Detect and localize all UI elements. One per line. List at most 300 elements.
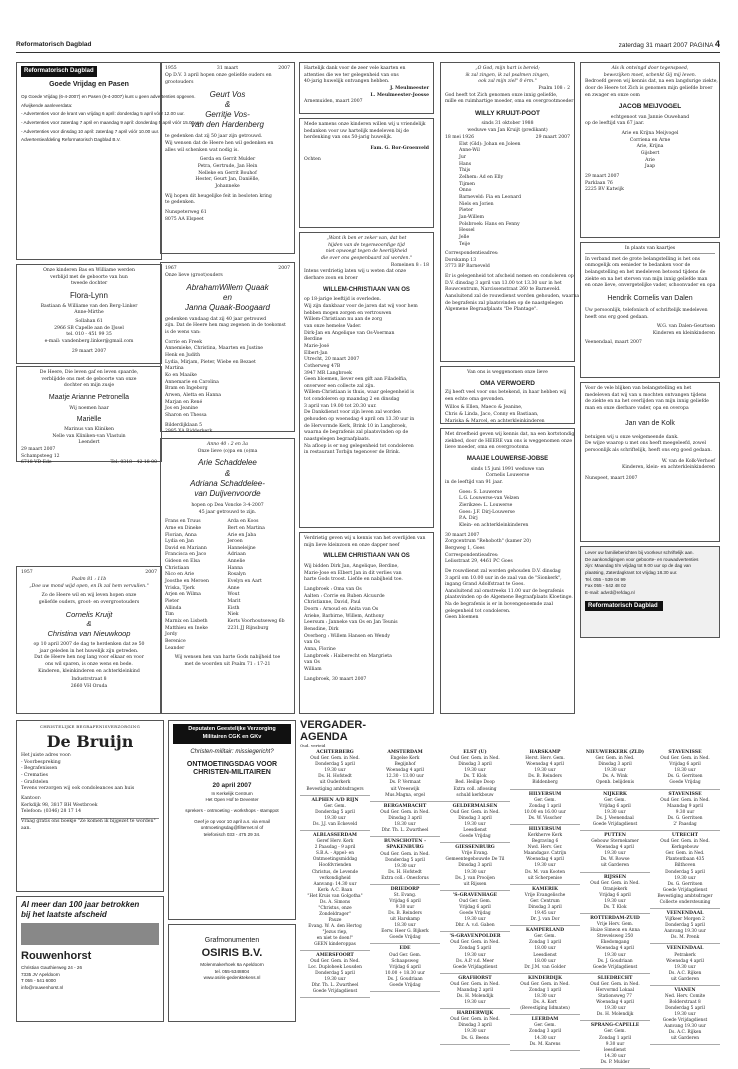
maatje-callname: Mariëlle xyxy=(76,415,102,423)
geurt-closing xyxy=(165,194,290,207)
agenda-entry xyxy=(580,790,650,832)
abraham-body xyxy=(165,317,290,337)
text-line: & xyxy=(224,100,231,110)
jacob-name: JACOB MEIJVOGEL xyxy=(618,103,682,111)
agenda-detail: Oud Ger. Gem. in Ned. xyxy=(660,839,710,845)
agenda-entry xyxy=(580,1021,650,1069)
agenda-place: HILVERSUM xyxy=(528,826,562,832)
agenda-column xyxy=(300,748,370,1022)
text-line: verblijd met de geboorte van hun xyxy=(50,274,128,280)
text-line: Arieke, Barbirne, Willem, Anthony xyxy=(304,613,385,619)
text-line: Annemarie en Carolina xyxy=(165,379,219,385)
text-line: Na de begrafenis is er in bovengenoemde zaal xyxy=(445,602,554,608)
text-line: Tevens verzorgen wij ook condoleances aan huis xyxy=(21,786,135,792)
text-line: attenties die we ter gelegenheid van ons xyxy=(304,72,399,78)
text-line: Rouwcentrum, Narcissenstraat 260 te Barneveld. xyxy=(445,287,561,293)
text-line: Chris & Linda, Jaco, Conny en Bastiaan, xyxy=(445,412,539,418)
agenda-detail: Oud Ger. Gem. in Ned. xyxy=(590,880,640,886)
text-line: plaatsvinden op de Algemene Begraafplaats Kloetinge. xyxy=(445,595,573,601)
death-notice-maaike: Met droefheid geven wij kennis dat, na een kortstondig ziekbed, door de HEERE van ons is weggenomen onze lieve moeder, oma en overgrootoma MAAIJE LOUWERSE-JOBSE sinds 15 juni 1991 weduwe van Cornelis Louwerse in de leeftijd van 91 jaar. Goes: S. Louwerse L.G. Louwerse-van Velzen Zierikzee: L. Louwerse Goes: J.F. Dirj-Louwerse P.A. Dirj Klein- en achterkleinkinderen 30 maart 2007 Zorgcentrum "Rehoboth" (kamer 20) Bergweg 1, Goes Correspondentieadres: Lelisstraat 29, 4461 PC Goes De rouwdienst zal worden gehouden D.V. dinsdag 3 april om 10.00 uur in de zaal van de "Sionkerk", ingang Grand Adolfstraat te Goes. Aansluitend zal omstreeks 11.00 uur de begrafenis plaatsvinden op de Algemene Begraafplaats Kloetinge. Na de begrafenis is er in bovengenoemde zaal gelegenheid tot condoleren. Geen bloemen xyxy=(440,428,575,714)
text-line: Kantoor: xyxy=(21,795,42,801)
text-line: Hessel xyxy=(459,228,475,234)
text-line: sinds 31 oktober 1988 xyxy=(481,121,534,127)
agenda-detail: Vrijdag 6 april xyxy=(669,762,701,768)
agenda-detail: 10.00 en 16.00 uur xyxy=(524,809,566,815)
text-line: Pieter xyxy=(459,208,474,214)
text-line: L. Meulmeester-Joosse xyxy=(370,92,429,98)
text-line: de begrafenis zal plaatsvinden op de naastgelegen xyxy=(445,300,563,306)
agenda-detail: Maandagav. Catrijn xyxy=(523,851,567,857)
text-line: Leendert xyxy=(78,440,100,446)
text-line: van Duijvenvoorde xyxy=(194,489,261,499)
agenda-entry xyxy=(440,891,510,933)
text-line: zijn: Maandag t/m vrijdag tot 9.00 uur op de dag van xyxy=(585,563,691,569)
agenda-detail: Goede Vrijdag xyxy=(459,911,491,916)
agenda-detail: Ger. Gem. in Ned. xyxy=(665,851,705,857)
text-line: Arie, Krijna xyxy=(636,144,664,150)
text-line: W. van de Kolk-Verhoef xyxy=(661,458,715,464)
text-line: Wij wensen dat de Heere hen wil gedenken en xyxy=(165,140,274,146)
agenda-detail: 19.30 uur xyxy=(604,1006,626,1012)
geurt-body xyxy=(165,134,290,154)
text-line: Onze kinderen Bas en Williame werden xyxy=(43,268,135,273)
text-line: tweede dochter xyxy=(70,281,108,287)
text-line: medeleven dat wij van u mochten ontvangen tijdens xyxy=(585,392,707,398)
agenda-detail: Goede Vrijdag xyxy=(669,780,701,786)
text-line: Er is gelegenheid tot afscheid nemen en condoleren op xyxy=(445,274,574,280)
text-line: ziekte en na het sterven van mijn innig geliefde man xyxy=(585,276,708,282)
agenda-detail: "Het Kruis van Golgotha" xyxy=(307,893,363,899)
text-line: Als ik ontvingd door tegenspoed, xyxy=(611,66,689,71)
text-line: Marnix en Lisbeth xyxy=(165,619,208,625)
agenda-detail: uit Rijssen xyxy=(463,881,487,887)
agenda-detail: Woensdag 4 april xyxy=(596,946,634,952)
arie-verse xyxy=(165,442,290,449)
flora-parents xyxy=(21,304,157,317)
text-line: Teije xyxy=(459,241,471,247)
text-line: J. Meulmeester xyxy=(390,85,429,91)
text-line: Tel. 055 - 539 04 99 xyxy=(585,576,626,582)
text-line: Lydia, Mirjam, Pieter, Wiebe en Bezaet xyxy=(165,359,256,365)
maatje-address xyxy=(21,447,157,467)
text-line: 29 maart 2007 xyxy=(585,173,620,179)
agenda-detail: Donderdag 5 april xyxy=(665,1006,705,1012)
kolk-name: Jan van de Kolk xyxy=(625,419,675,427)
text-line: Geurt Vos xyxy=(209,90,246,100)
text-line: Barneveld: Fia en Leonard xyxy=(459,194,522,200)
text-line: Wout xyxy=(227,592,240,598)
geurt-intro xyxy=(165,73,290,86)
text-line: de ziekte en na het overlijden van mijn innig geliefde xyxy=(585,399,709,405)
death-notice-oma: Van ons is weggenomen onze lieve OMA VERWOERD Zij heeft veel voor ons betekend, in haar hebben wij een echte oma gevonden. Willos & Ellen, Maeco & Jeanine, Chris & Linda, Jaco, Conny en Bastiaan, Mariska & Marcel, en achterkleinkinderen xyxy=(440,366,575,424)
agenda-detail: Ds. H. Molendijk xyxy=(456,994,494,999)
text-line: Christina van Nieuwkoop xyxy=(47,629,131,639)
agenda-detail: Ds. M. Karens xyxy=(529,1041,561,1047)
thanks-kolk: Voor de vele blijken van belangstelling en het medeleven dat wij van u mochten ontvangen tijdens de ziekte en na het overlijden van mijn innig geliefde man en onze dierbare vader, opa en overopa Jan van de Kolk betuigen wij u onze welgemeende dank. De wijze waarop u met ons heeft meegeleefd, zowel persoonlijk als schriftelijk, heeft ons erg goed gedaan. W. van de Kolk-Verhoef Kinderen, klein- en achterkleinkinderen Nunspeet, maart 2007 xyxy=(580,382,720,542)
text-line: mijn lieve kleinzoon en onze dapper neef xyxy=(304,542,400,548)
anniversary-abraham xyxy=(160,262,295,435)
agenda-detail: (Bevestiging lidmaten) xyxy=(520,1006,570,1012)
text-line: ziekbed, door de HEERE van ons is weggenomen onze xyxy=(445,438,573,444)
agenda-detail: Leesdienst xyxy=(463,828,487,833)
text-line: Wij bidden Dirk Jan, Angelique, Berdine, xyxy=(304,564,399,569)
agenda-entry xyxy=(580,831,650,873)
agenda-entry xyxy=(580,914,650,974)
text-line: Matthieu en Ineke xyxy=(165,625,208,631)
ad-ontmoetingsdag: Deputaten Geestelijke Verzorging Militairen CGK en GKv Christen-militair: missiegericht? ONTMOETINGSDAG VOOR CHRISTEN-MILITAIREN 20 april 2007 In Kerkelijk Centrum Het Open Hof te Deventer sprekers - ontmoeting - workshops - stamppot Geef je op voor 10 april a.s. via email ontmoetingsdag@filternet.nl of telefonisch 033 - 475 29 34. xyxy=(168,720,296,920)
agenda-detail: Ekedomgang xyxy=(600,940,630,946)
agenda-detail: Donderdag 5 april xyxy=(315,762,355,768)
agenda-detail: GEEN kinderoppas xyxy=(314,941,356,947)
agenda-detail: 9.30 uur xyxy=(675,809,695,815)
agenda-place: AMSTERDAM xyxy=(387,750,423,755)
agenda-detail: 19.30 uur xyxy=(464,952,486,958)
maaike-name: MAAIJE LOUWERSE-JOBSE xyxy=(466,455,549,462)
agenda-detail: Goede Vrijdag xyxy=(389,935,421,941)
header-paper-name: Reformatorisch Dagblad xyxy=(16,41,92,48)
text-line: God heeft tot Zich genomen onze innig geliefde, xyxy=(445,92,558,98)
text-line: Janna Quaak-Boogaard xyxy=(185,303,270,313)
agenda-detail: Mus.Magna, orgel xyxy=(385,792,425,798)
agenda-detail: Goede Vrijdagdienst xyxy=(592,964,638,970)
agenda-detail: St. Evang. xyxy=(393,893,417,899)
agenda-detail: Ds. J.J. van Eckeveld xyxy=(312,821,358,827)
agenda-detail: 19.30 uur xyxy=(464,1029,486,1035)
agenda-detail: Openb. belijdenis xyxy=(595,780,635,786)
agenda-detail: Ned. Herv. Comite xyxy=(664,994,706,999)
text-line: harte Gods troost. Liefde en nabijheid toe. xyxy=(304,577,403,583)
text-line: een echte oma gevonden. xyxy=(445,396,505,402)
agenda-detail: Engelse Kerk xyxy=(390,756,420,762)
text-line: Evelyn en Aart xyxy=(227,579,262,585)
text-line: Klein- en achterkleinkinderen xyxy=(459,522,529,528)
text-line: naastgelegen begraafplaats. xyxy=(304,437,371,443)
agenda-detail: Ds. P. Vermaat xyxy=(389,780,421,786)
text-line: Allinda xyxy=(165,605,182,611)
text-line: Op D.V. 3 april hopen onze geliefde ouders en xyxy=(165,73,272,78)
text-line: Industrstraat 8 xyxy=(71,677,107,683)
text-line: Marjan en René xyxy=(165,399,203,405)
agenda-detail: Ds. J. Goudriaan xyxy=(387,976,423,982)
agenda-detail: 19.30 uur xyxy=(674,964,696,970)
geurt-date: 31 maart xyxy=(216,66,239,71)
text-line: Goes: S. Louwerse xyxy=(459,489,503,495)
agenda-detail: Oud Ger. Gem. in Ned. xyxy=(590,981,640,987)
willem-body xyxy=(304,297,429,457)
text-line: onmogelijk om eenieder te bedanken voor de xyxy=(585,263,691,269)
agenda-detail: Nwd. Herv. Ger. xyxy=(527,845,563,851)
agenda-detail: Ger. Gem. xyxy=(324,803,346,809)
agenda-place: HARDERWIJK xyxy=(456,1011,494,1017)
header-date: zaterdag 31 maart 2007 PAGINA 4 xyxy=(618,39,720,49)
agenda-detail: 18.30 uur xyxy=(394,821,416,827)
agenda-detail: 2 Paasdag - 9 april xyxy=(314,845,356,851)
agenda-detail: Woensdag 4 april xyxy=(526,857,564,863)
agenda-entry xyxy=(440,843,510,891)
notice-lines xyxy=(21,93,204,145)
agenda-detail: Woensdag 4 april xyxy=(596,1000,634,1006)
text-line: 30 maart 2007 xyxy=(445,532,480,538)
agenda-detail: Gemeentegebouwde De Til xyxy=(445,857,505,863)
text-line: Lever uw familieberichten bij voorkeur schriftelijk aan. xyxy=(585,550,694,555)
agenda-detail: Vrijdag 6 april xyxy=(389,964,421,970)
agenda-detail: Kerkgebouw xyxy=(671,845,699,851)
text-line: Bilderdijklaan 5 xyxy=(165,422,203,428)
text-line: Zij heeft veel voor ons betekend, in haar hebben wij xyxy=(445,390,567,396)
agenda-detail: 19.30 uur xyxy=(464,869,486,875)
text-line: onverwer een collecte zal zijn. xyxy=(304,383,375,389)
agenda-detail: Dinsdag 3 april xyxy=(528,904,562,910)
agenda-detail: Extra coll. aflossing xyxy=(453,786,497,792)
text-line: en xyxy=(223,293,232,303)
text-line: Zorgcentrum "Rehoboth" (kamer 20) xyxy=(445,539,531,545)
text-line: hopen op Dea Voncke 3-4-2007 xyxy=(191,502,264,508)
text-line: & xyxy=(86,619,92,629)
thanks-bor xyxy=(299,118,434,228)
text-line: herdenking van ons 50-jarig huwelijk. xyxy=(304,135,393,141)
text-line: van onze hemelse Vader. xyxy=(304,323,362,329)
agenda-detail: Eerw. Heer G. Bijkerk xyxy=(381,929,429,935)
agenda-detail: Dinsdag 3 april xyxy=(458,863,492,869)
agenda-detail: Petrakerk xyxy=(674,952,696,958)
agenda-entry xyxy=(510,825,580,885)
agenda-place: GELDERMALSEN xyxy=(452,803,498,809)
agenda-detail: Ds. J. van Prooijen xyxy=(455,875,495,881)
agenda-detail: 19.30 uur xyxy=(324,977,346,983)
agenda-detail: 19.30 uur xyxy=(674,875,696,881)
text-line: AbrahamWillem Quaak xyxy=(186,282,269,292)
agenda-detail: uit Garderen xyxy=(601,863,629,869)
text-line: Nelleke en Gerrit Bouhof xyxy=(198,170,257,176)
text-line: Telefoon: (0346) 28 17 14 xyxy=(21,809,82,815)
agenda-entry xyxy=(510,790,580,825)
text-line: Langbroek : Oma van Os xyxy=(304,586,362,592)
text-line: Elst (Gld): Johan en Joleen xyxy=(459,141,521,147)
agenda-entry xyxy=(650,831,720,909)
agenda-detail: Oud Ger. Gem. in Ned. xyxy=(450,940,500,946)
agenda-place: VEENENDAAL xyxy=(666,910,704,916)
maatje-intro xyxy=(21,370,157,390)
text-line: van Os xyxy=(304,660,320,666)
agenda-place: 'S-GRAVENHAGE xyxy=(452,892,498,898)
text-line: - Begrafenissen xyxy=(21,766,58,772)
agenda-detail: Aanvang 19.30 uur xyxy=(664,929,706,935)
agenda-place: PUTTEN xyxy=(604,833,626,838)
flora-intro xyxy=(21,268,157,288)
text-line: De Dankdienst voor zijn leven zal worden xyxy=(304,410,401,416)
agenda-detail: Oud Ger. Gem. xyxy=(458,898,492,904)
text-line: lieve moeder, oma en overgrootoma xyxy=(445,445,529,451)
text-line: Onno xyxy=(459,188,472,194)
text-line: Francisca en Jaco xyxy=(165,552,207,558)
text-line: Tim xyxy=(165,612,174,618)
agenda-detail: 14.30 uur xyxy=(534,1035,556,1041)
promo-familieberichten xyxy=(580,546,720,638)
text-line: Dat de Heere hen nog lang voor elkaar en voor xyxy=(34,655,144,661)
agenda-detail: Goede Vrijdagdienst xyxy=(312,989,358,995)
geurt-family xyxy=(165,157,290,190)
text-line: op 10 april 2007 de dag te herdenken dat ze 50 xyxy=(33,641,145,647)
text-line: Bensdine, Dirk xyxy=(304,626,339,632)
text-line: zijn. Dat de Heere hen mag zegenen in de toekomst xyxy=(165,323,286,329)
agenda-detail: 19.30 uur xyxy=(464,821,486,827)
text-line: Arie Schaddelee xyxy=(198,458,257,468)
text-line: Annemieke, Christina, Maarten en Justine xyxy=(165,346,263,352)
agenda-detail: 12.30 - 13.00 uur xyxy=(386,774,424,780)
cornelis-verse xyxy=(21,584,157,591)
text-line: Arie en Jaba xyxy=(227,532,257,538)
thanks-hendrik: In plaats van kaartjes In verband met de grote belangstelling is het ons onmogelijk om eenieder te bedanken voor de belangstelling en het medeleven betoond tijdens de ziekte en na het sterven van mijn innig geliefde man en onze lieve, onvergetelijke vader, schoonvader en opa Hendrik Cornelis van Dalen Uw persoonlijk, telefonisch of schriftelijk medeleven heeft ons erg goed gedaan. W.G. van Dalen-Geurtsen Kinderen en kleinkinderen Veenendaal, maart 2007 xyxy=(580,242,720,378)
arie-names xyxy=(165,458,290,500)
text-line: Geef je op voor 10 april a.s. via email xyxy=(194,818,270,824)
text-line: VERGADER- xyxy=(300,719,367,731)
willem-verse xyxy=(304,236,429,263)
agenda-entry xyxy=(370,837,440,885)
geurt-year: 1955 xyxy=(165,66,177,71)
text-line: & xyxy=(224,468,231,478)
agenda-detail: Ontmoetingsmiddag xyxy=(312,857,358,863)
text-line: 2660 VH Oruda xyxy=(70,683,108,689)
text-line: E-mail: advrd@refdag.nl xyxy=(585,589,635,595)
arie-body xyxy=(165,503,290,516)
text-line: Anna, Florine xyxy=(304,646,336,652)
agenda-entry xyxy=(440,974,510,1009)
oma-name: OMA VERWOERD xyxy=(480,379,535,387)
text-line: Correspondentieadres: xyxy=(445,552,499,558)
text-line: Mariska & Marcel, en achterkleinkinderen xyxy=(445,418,545,424)
text-line: heeft ons erg goed gedaan. xyxy=(585,314,649,320)
anniversary-cornelis xyxy=(16,566,162,714)
agenda-entry xyxy=(370,885,440,945)
flora-name: Flora-Lynn xyxy=(70,290,108,300)
text-line: gelegenheid tot condoleren. xyxy=(445,608,511,614)
agenda-detail: Vrije Herv. Gem. xyxy=(596,922,634,928)
willy-family xyxy=(445,142,570,249)
text-line: Arda en Koos xyxy=(227,519,259,525)
text-line: Niek xyxy=(227,612,239,618)
agenda-detail: Oud Ger. Gem. in Ned. xyxy=(450,1017,500,1023)
agenda-place: HARSKAMP xyxy=(529,750,561,755)
text-line: - Crematies xyxy=(21,772,48,778)
text-line: Henk en Judith xyxy=(165,353,201,359)
text-line: Niels en Jorien xyxy=(459,201,494,207)
text-line: Jos en Jeanine xyxy=(165,406,198,412)
agenda-detail: Vijfkeer Morgen 2 xyxy=(665,917,705,923)
text-line: Gerda en Gerrit Mulder xyxy=(199,157,256,163)
text-line: Aansluitend zal omstreeks 11.00 uur de begrafenis xyxy=(445,588,564,594)
agenda-column xyxy=(440,748,510,1041)
agenda-title xyxy=(300,720,720,743)
agenda-detail: 10.00 + 18.30 uur xyxy=(385,970,425,976)
agenda-detail: Vrije Evang. xyxy=(461,851,489,857)
text-line: Jordy xyxy=(165,632,178,638)
arie-sub: Onze lieve (o)pa en (o)ma xyxy=(197,448,258,454)
text-line: Correspondentieadres: xyxy=(445,251,499,257)
agenda-detail: Woensdag 4 april xyxy=(666,958,704,964)
agenda-detail: Ds. G. Gerritsen xyxy=(667,774,703,780)
agenda-detail: Zondag 1 april xyxy=(529,803,561,809)
agenda-detail: Dinsdag 3 april xyxy=(388,815,422,821)
agenda-detail: Huize Simeon en Anna xyxy=(590,928,640,934)
arie-family-right xyxy=(228,519,291,652)
agenda-detail: 19.30 uur xyxy=(604,768,626,774)
text-line: tel. 055-5348804 xyxy=(214,968,250,974)
agenda-entry xyxy=(510,885,580,927)
agenda-place: BUNSCHOTEN - SPAKENBURG xyxy=(383,839,427,851)
agenda-column xyxy=(650,748,720,1042)
text-line: Advertentieafdeling Reformatorisch Dagblad B.V. xyxy=(21,137,121,143)
agenda-detail: Vrijdag 6 april xyxy=(389,899,421,905)
agenda-detail: Christus, de Levende xyxy=(311,869,359,875)
agenda-entry xyxy=(300,748,370,796)
agenda-detail: Bolderstraat 8 xyxy=(669,1000,701,1006)
agenda-detail: S.B.A. - Appel- en xyxy=(316,851,354,857)
agenda-detail: Gebouw Sternekamer xyxy=(591,839,639,845)
agenda-detail: Dr. J.M. van Golder xyxy=(524,964,566,970)
text-line: Hartelijk dank voor de zeer vele kaarten en xyxy=(304,66,406,71)
agenda-detail: 18.00 uur xyxy=(534,946,556,952)
agenda-entry xyxy=(580,974,650,1022)
text-line: 8075 AA Elspeet xyxy=(165,216,204,222)
text-line: van den Hardenberg xyxy=(191,120,264,130)
agenda-detail: Ger. Gem. xyxy=(604,1029,626,1035)
text-line: Nico en Arie xyxy=(165,572,195,578)
text-line: Mede namens onze kinderen willen wij u vriendelijk xyxy=(304,122,426,127)
text-line: Geen bloemen, liever een gift aan Filadelfia, xyxy=(304,377,408,383)
text-line: tel. 010 - 451 99 35 xyxy=(66,332,112,338)
thanks-meulmeester xyxy=(299,62,434,114)
text-line: niet opwoegt tegen de heerlijkheid xyxy=(325,249,408,255)
text-line: Joosthe en Meroen xyxy=(165,579,209,585)
agenda-detail: Hoofdvrienden xyxy=(318,863,352,869)
agenda-detail: Ger. Gem. xyxy=(604,797,626,803)
agenda-detail: Zondag 3 april xyxy=(529,1029,561,1035)
maatje-sub: Wij noemen haar xyxy=(69,406,109,412)
text-line: plaatsing, Zaterdagkrant tot vrijdag 18.30 uur. xyxy=(585,569,678,575)
text-line: Marie-Jose en Elbert Jan in dit verlies van xyxy=(304,570,402,576)
agenda-detail: Oud Ger. Gem. in Ned. xyxy=(660,756,710,762)
text-line: grootouders xyxy=(165,79,194,85)
text-line: „Doe uw mond wijd open, en Ik zal hem vervullen." xyxy=(29,583,149,589)
text-line: Adriaan xyxy=(227,552,246,558)
meulmeester-signature xyxy=(304,86,429,99)
text-line: Marinus van Kliniken xyxy=(64,426,114,432)
agenda-entry xyxy=(510,974,580,1016)
agenda-detail: Ds. G. Beens xyxy=(461,1035,489,1041)
agenda-column xyxy=(510,748,580,1047)
agenda-detail: Oud Ger. Gem. in Ned. xyxy=(450,981,500,987)
agenda-detail: Dinsdag 3 april xyxy=(458,815,492,821)
text-line: Gijsbert xyxy=(640,150,660,156)
text-line: 3 april van 19.00 tot 20.30 uur. xyxy=(304,403,377,409)
text-line: Dorskamp 13 xyxy=(445,257,477,263)
text-line: Parklaan 76 xyxy=(585,180,613,186)
agenda-detail: Ds. H. Hofstedt xyxy=(388,869,422,875)
birth-announcement-maatje xyxy=(16,366,162,466)
agenda-place: STAVENISSE xyxy=(668,791,702,797)
text-line: 3773 BP Barneveld xyxy=(445,264,490,270)
ad-osiris: Grafmonumenten OSIRIS B.V. Molenmakerhoek 6a Apeldoorn tel. 055-5348804 www.osiris-gedenktekens.nl xyxy=(168,924,296,1022)
osiris-name: OSIRIS B.V. xyxy=(201,947,263,960)
agenda-detail: Ds. T. Klok xyxy=(603,904,627,910)
text-line: alles wil schenken wat nodig is. xyxy=(165,147,239,153)
cornelis-names xyxy=(21,610,157,639)
text-line: Deputaten Geestelijke Verzorging xyxy=(188,726,276,732)
text-line: Cotherweg 47B xyxy=(304,363,341,369)
agenda-detail: Ger. Gem. in Ned. xyxy=(595,756,635,762)
agenda-detail: Donderdag 5 april xyxy=(665,923,705,929)
text-line: Yriska, Tjerk xyxy=(165,585,195,591)
